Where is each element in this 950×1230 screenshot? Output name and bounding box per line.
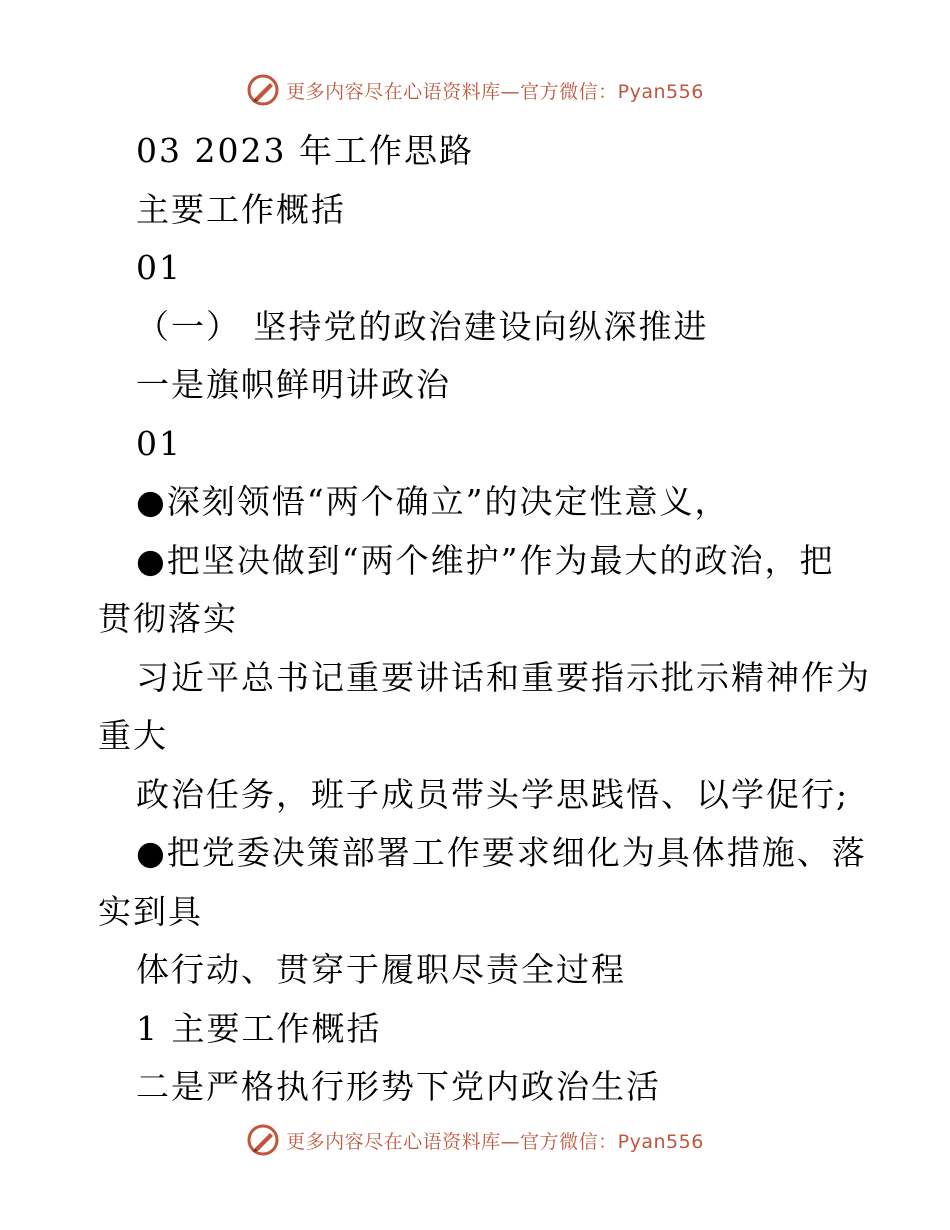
watermark-text: 更多内容尽在心语资料库—官方微信：Pyan556	[286, 1130, 704, 1153]
text-line: 一是旗帜鲜明讲政治	[136, 365, 451, 404]
text-line: 贯彻落实	[98, 599, 238, 638]
watermark-text: 更多内容尽在心语资料库—官方微信：Pyan556	[286, 80, 704, 103]
text-line: 习近平总书记重要讲话和重要指示批示精神作为	[136, 657, 871, 697]
text-line: 体行动、贯穿于履职尽责全过程	[136, 950, 626, 989]
text-line: 政治任务，班子成员带头学思践悟、以学促行;	[136, 774, 850, 814]
text-line: 03 2023 年工作思路	[136, 131, 474, 170]
text-line: 01	[136, 423, 182, 463]
document-body	[98, 122, 871, 1117]
text-line: 主要工作概括	[136, 189, 346, 229]
pen-logo-icon	[246, 73, 280, 107]
text-line: ●深刻领悟“两个确立”的决定性意义，	[136, 482, 730, 521]
text-line: 实到具	[98, 891, 203, 931]
text-line: 01	[136, 248, 182, 287]
watermark-footer	[0, 1120, 950, 1160]
text-line: 二是严格执行形势下党内政治生活	[136, 1067, 661, 1106]
watermark-header	[0, 70, 950, 110]
text-line: 1 主要工作概括	[136, 1008, 382, 1048]
text-line: ●把党委决策部署工作要求细化为具体措施、落	[136, 833, 867, 872]
text-line: ●把坚决做到“两个维护”作为最大的政治，把	[136, 540, 835, 580]
text-line: 重大	[98, 716, 168, 755]
pen-logo-icon	[246, 1123, 280, 1157]
text-line: （一） 坚持党的政治建设向纵深推进	[136, 306, 709, 346]
